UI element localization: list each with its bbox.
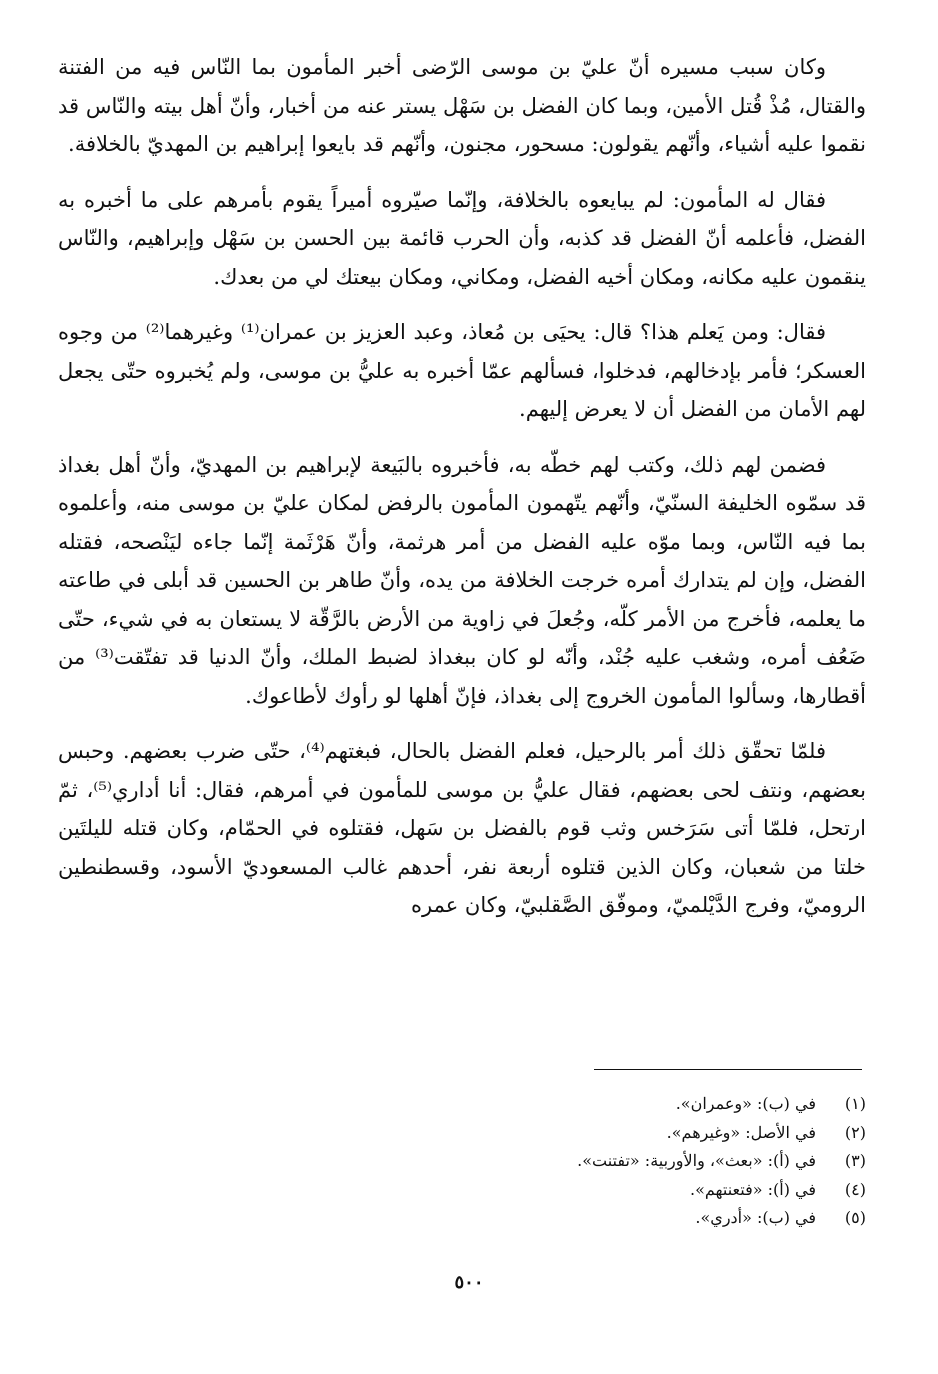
main-text bbox=[58, 48, 866, 942]
paragraph-3: فقال: ومن يَعلم هذا؟ قال: يحيَى بن مُعاذ، وعبد العزيز بن عمران⁽¹⁾ وغيرهما⁽²⁾ من وجوه العسكر؛ فأمر بإدخالهم، فدخلوا، فسألهم عمّا أخبره به عليُّ بن موسى، ولم يُخبروه حتّى يجعل لهم الأمان من الفضل أن لا يعرض إليهم. bbox=[58, 320, 866, 421]
footnote-text: في (ب): «وعمران». bbox=[675, 1094, 816, 1113]
paragraph-2: فقال له المأمون: لم يبايعوه بالخلافة، وإنّما صيّروه أميراً يقوم بأمرهم على ما أخبره به الفضل، فأعلمه أنّ الفضل قد كذبه، وأن الحرب قائمة بين الحسن بن سَهْل وإبراهيم، والنّاس ينقمون عليه مكانه، ومكان أخيه الفضل، ومكاني، ومكان بيعتك لي من بعدك. bbox=[58, 187, 866, 289]
footnote-number: (٥) bbox=[844, 1208, 866, 1228]
footnote-1 bbox=[266, 1090, 866, 1119]
paragraph-4: فضمن لهم ذلك، وكتب لهم خطّه به، فأخبروه بالبَيعة لإبراهيم بن المهديّ، وأنّ أهل بغداذ قد سمّوه الخليفة السنّيّ، وأنّهم يتّهمون المأمون بالرفض لمكان عليّ بن موسى منه، وأعلموه بما فيه النّاس، وبما موّه عليه الفضل من أمر هرثمة، وأنّ هَرْثَمة إنّما جاءه ليَنْصحه، فقتله الفضل، وإن لم يتدارك أمره خرجت الخلافة من يده، وأنّ طاهر بن الحسين قد أبلى في طاعته ما يعلمه، فأخرج من الأمر كلّه، وجُعلَ في زاوية من الأرض بالرَّقّة لا يستعان به في شيء، حتّى ضَعُف أمره، وشغب عليه جُنْد، وأنّه لو كان ببغداذ لضبط الملك، وأنّ الدنيا قد تفتّقت⁽³⁾ من أقطارها، وسألوا المأمون الخروج إلى بغداذ، فإنّ أهلها لو رأوك لأطاعوك. bbox=[58, 452, 867, 708]
footnote-number: (٢) bbox=[844, 1122, 866, 1142]
footnote-number: (١) bbox=[844, 1094, 866, 1113]
footnote-5 bbox=[266, 1204, 866, 1233]
paragraph-1: وكان سبب مسيره أنّ عليّ بن موسى الرّضى أخبر المأمون بما النّاس فيه من الفتنة والقتال، مُذْ قُتل الأمين، وبما كان الفضل بن سَهْل يستر عنه من أخبار، وأنّ أهل بيته والنّاس قد نقموا عليه أشياء، وأنّهم يقولون: مسحور، مجنون، وأنّهم قد بايعوا إبراهيم بن المهديّ بالخلافة. bbox=[58, 55, 866, 156]
footnote-3 bbox=[266, 1147, 866, 1176]
footnote-number: (٣) bbox=[844, 1151, 866, 1171]
footnote-number: (٤) bbox=[844, 1179, 866, 1199]
footnotes bbox=[266, 1090, 866, 1233]
footnote-text: في الأصل: «وغيرهم». bbox=[666, 1122, 816, 1142]
paragraph-5: فلمّا تحقّق ذلك أمر بالرحيل، فعلم الفضل بالحال، فبغتهم⁽⁴⁾، حتّى ضرب بعضهم. وحبس بعضهم، ونتف لحى بعضهم، فقال عليُّ بن موسى للمأمون في أمرهم، فقال: أنا أداري⁽⁵⁾، ثمّ ارتحل، فلمّا أتى سَرَخس وثب قوم بالفضل بن سَهل، فقتلوه في الحمّام، وكان قتله لليلتَين خلتا من شعبان، وكان الذين قتلوه أربعة نفر، أحدهم غالب المسعوديّ الأسود، وقسطنطين الروميّ، وفرج الدَّيْلميّ، وموفّق الصَّقلبيّ، وكان عمره bbox=[58, 739, 866, 917]
page-number: ٥٠٠ bbox=[454, 1272, 484, 1293]
footnote-divider bbox=[594, 1069, 862, 1070]
footnote-text: في (أ): «فتعنتهم». bbox=[689, 1179, 816, 1199]
footnote-text: في (أ): «بعث»، والأوربية: «تفتنت». bbox=[577, 1151, 816, 1171]
footnote-text: في (ب): «أدري». bbox=[695, 1208, 816, 1228]
footnote-2 bbox=[266, 1119, 866, 1148]
footnote-4 bbox=[266, 1176, 866, 1205]
